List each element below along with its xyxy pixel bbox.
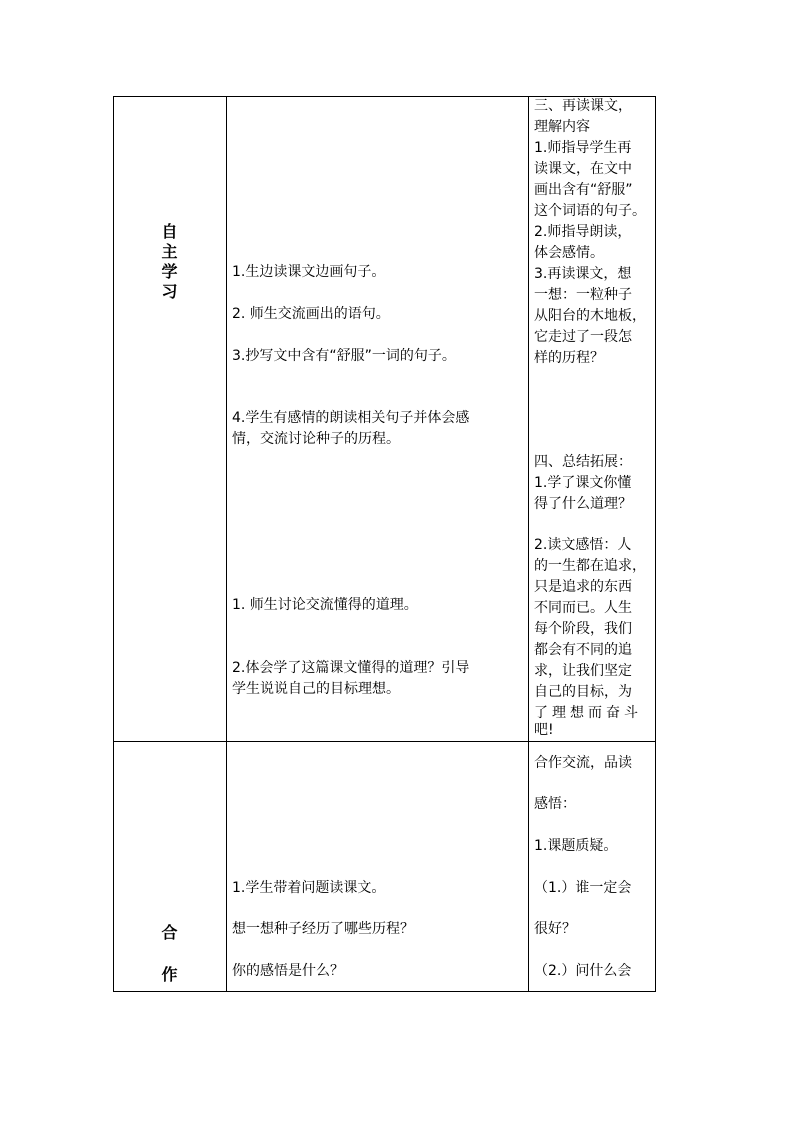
guidance-line: 合作交流，品读 (534, 755, 632, 771)
activity-item: 你的感悟是什么？ (232, 963, 344, 979)
guidance-line: 不同而已。人生 (534, 600, 632, 616)
guidance-line: 很好？ (534, 921, 576, 937)
guidance-line: （2.）问什么会 (534, 963, 632, 979)
guidance-line: （1.）谁一定会 (534, 880, 632, 896)
guidance-line: 样的历程？ (534, 350, 604, 366)
activity-item: 1.生边读课文边画句子。 (232, 264, 386, 280)
guidance-line: 体会感情。 (534, 245, 604, 261)
guidance-line: 四、总结拓展： (534, 454, 632, 470)
activity-item: 2.体会学了这篇课文懂得的道理？引导 (232, 660, 470, 676)
activity-item: 1. 师生讨论交流懂得的道理。 (232, 597, 418, 613)
guidance-line: 只是追求的东西 (534, 579, 632, 595)
guidance-line: 这个词语的句子。 (534, 203, 646, 219)
guidance-line: 吧! (534, 722, 554, 738)
activity-item: 想一想种子经历了哪些历程？ (232, 921, 414, 937)
guidance-line: 2.师指导朗读， (534, 224, 632, 240)
activity-item-cont: 学生说说自己的目标理想。 (232, 681, 400, 697)
activity-item: 4.学生有感情的朗读相关句子并体会感 (232, 410, 470, 426)
guidance-line: 2.读文感悟：人 (534, 537, 632, 553)
column-divider-1 (226, 96, 227, 992)
activity-item: 1.学生带着问题读课文。 (232, 880, 386, 896)
table-border-bottom (113, 991, 656, 992)
table-border-right (655, 96, 656, 992)
guidance-line: 1.学了课文你懂 (534, 475, 632, 491)
activity-item: 2. 师生交流画出的语句。 (232, 306, 390, 322)
lesson-plan-table (113, 96, 656, 992)
column-divider-2 (528, 96, 529, 992)
guidance-line: 的一生都在追求， (534, 558, 646, 574)
guidance-line: 求，让我们坚定 (534, 663, 632, 679)
guidance-line: 理解内容 (534, 119, 590, 135)
guidance-line: 自己的目标，为 (534, 684, 632, 700)
guidance-line: 了理想而奋斗 (534, 705, 642, 721)
guidance-line: 读课文，在文中 (534, 161, 632, 177)
guidance-line: 感悟： (534, 796, 576, 812)
guidance-line: 三、再读课文， (534, 98, 632, 114)
row-label-self-study: 自 主 学 习 (161, 222, 178, 301)
row-label-cooperation-2: 作 (161, 965, 178, 984)
activity-item-cont: 情，交流讨论种子的历程。 (232, 431, 400, 447)
guidance-line: 每个阶段，我们 (534, 621, 632, 637)
guidance-line: 它走过了一段怎 (534, 329, 632, 345)
guidance-line: 都会有不同的追 (534, 642, 632, 658)
guidance-line: 画出含有“舒服” (534, 182, 633, 198)
guidance-line: 一想：一粒种子 (534, 287, 632, 303)
guidance-line: 从阳台的木地板， (534, 308, 646, 324)
guidance-line: 3.再读课文，想 (534, 266, 632, 282)
activity-item: 3.抄写文中含有“舒服”一词的句子。 (232, 348, 456, 364)
row-label-cooperation-1: 合 (161, 923, 178, 942)
guidance-line: 得了什么道理？ (534, 496, 632, 512)
guidance-line: 1.课题质疑。 (534, 838, 618, 854)
guidance-line: 1.师指导学生再 (534, 140, 632, 156)
row-divider (113, 741, 656, 742)
